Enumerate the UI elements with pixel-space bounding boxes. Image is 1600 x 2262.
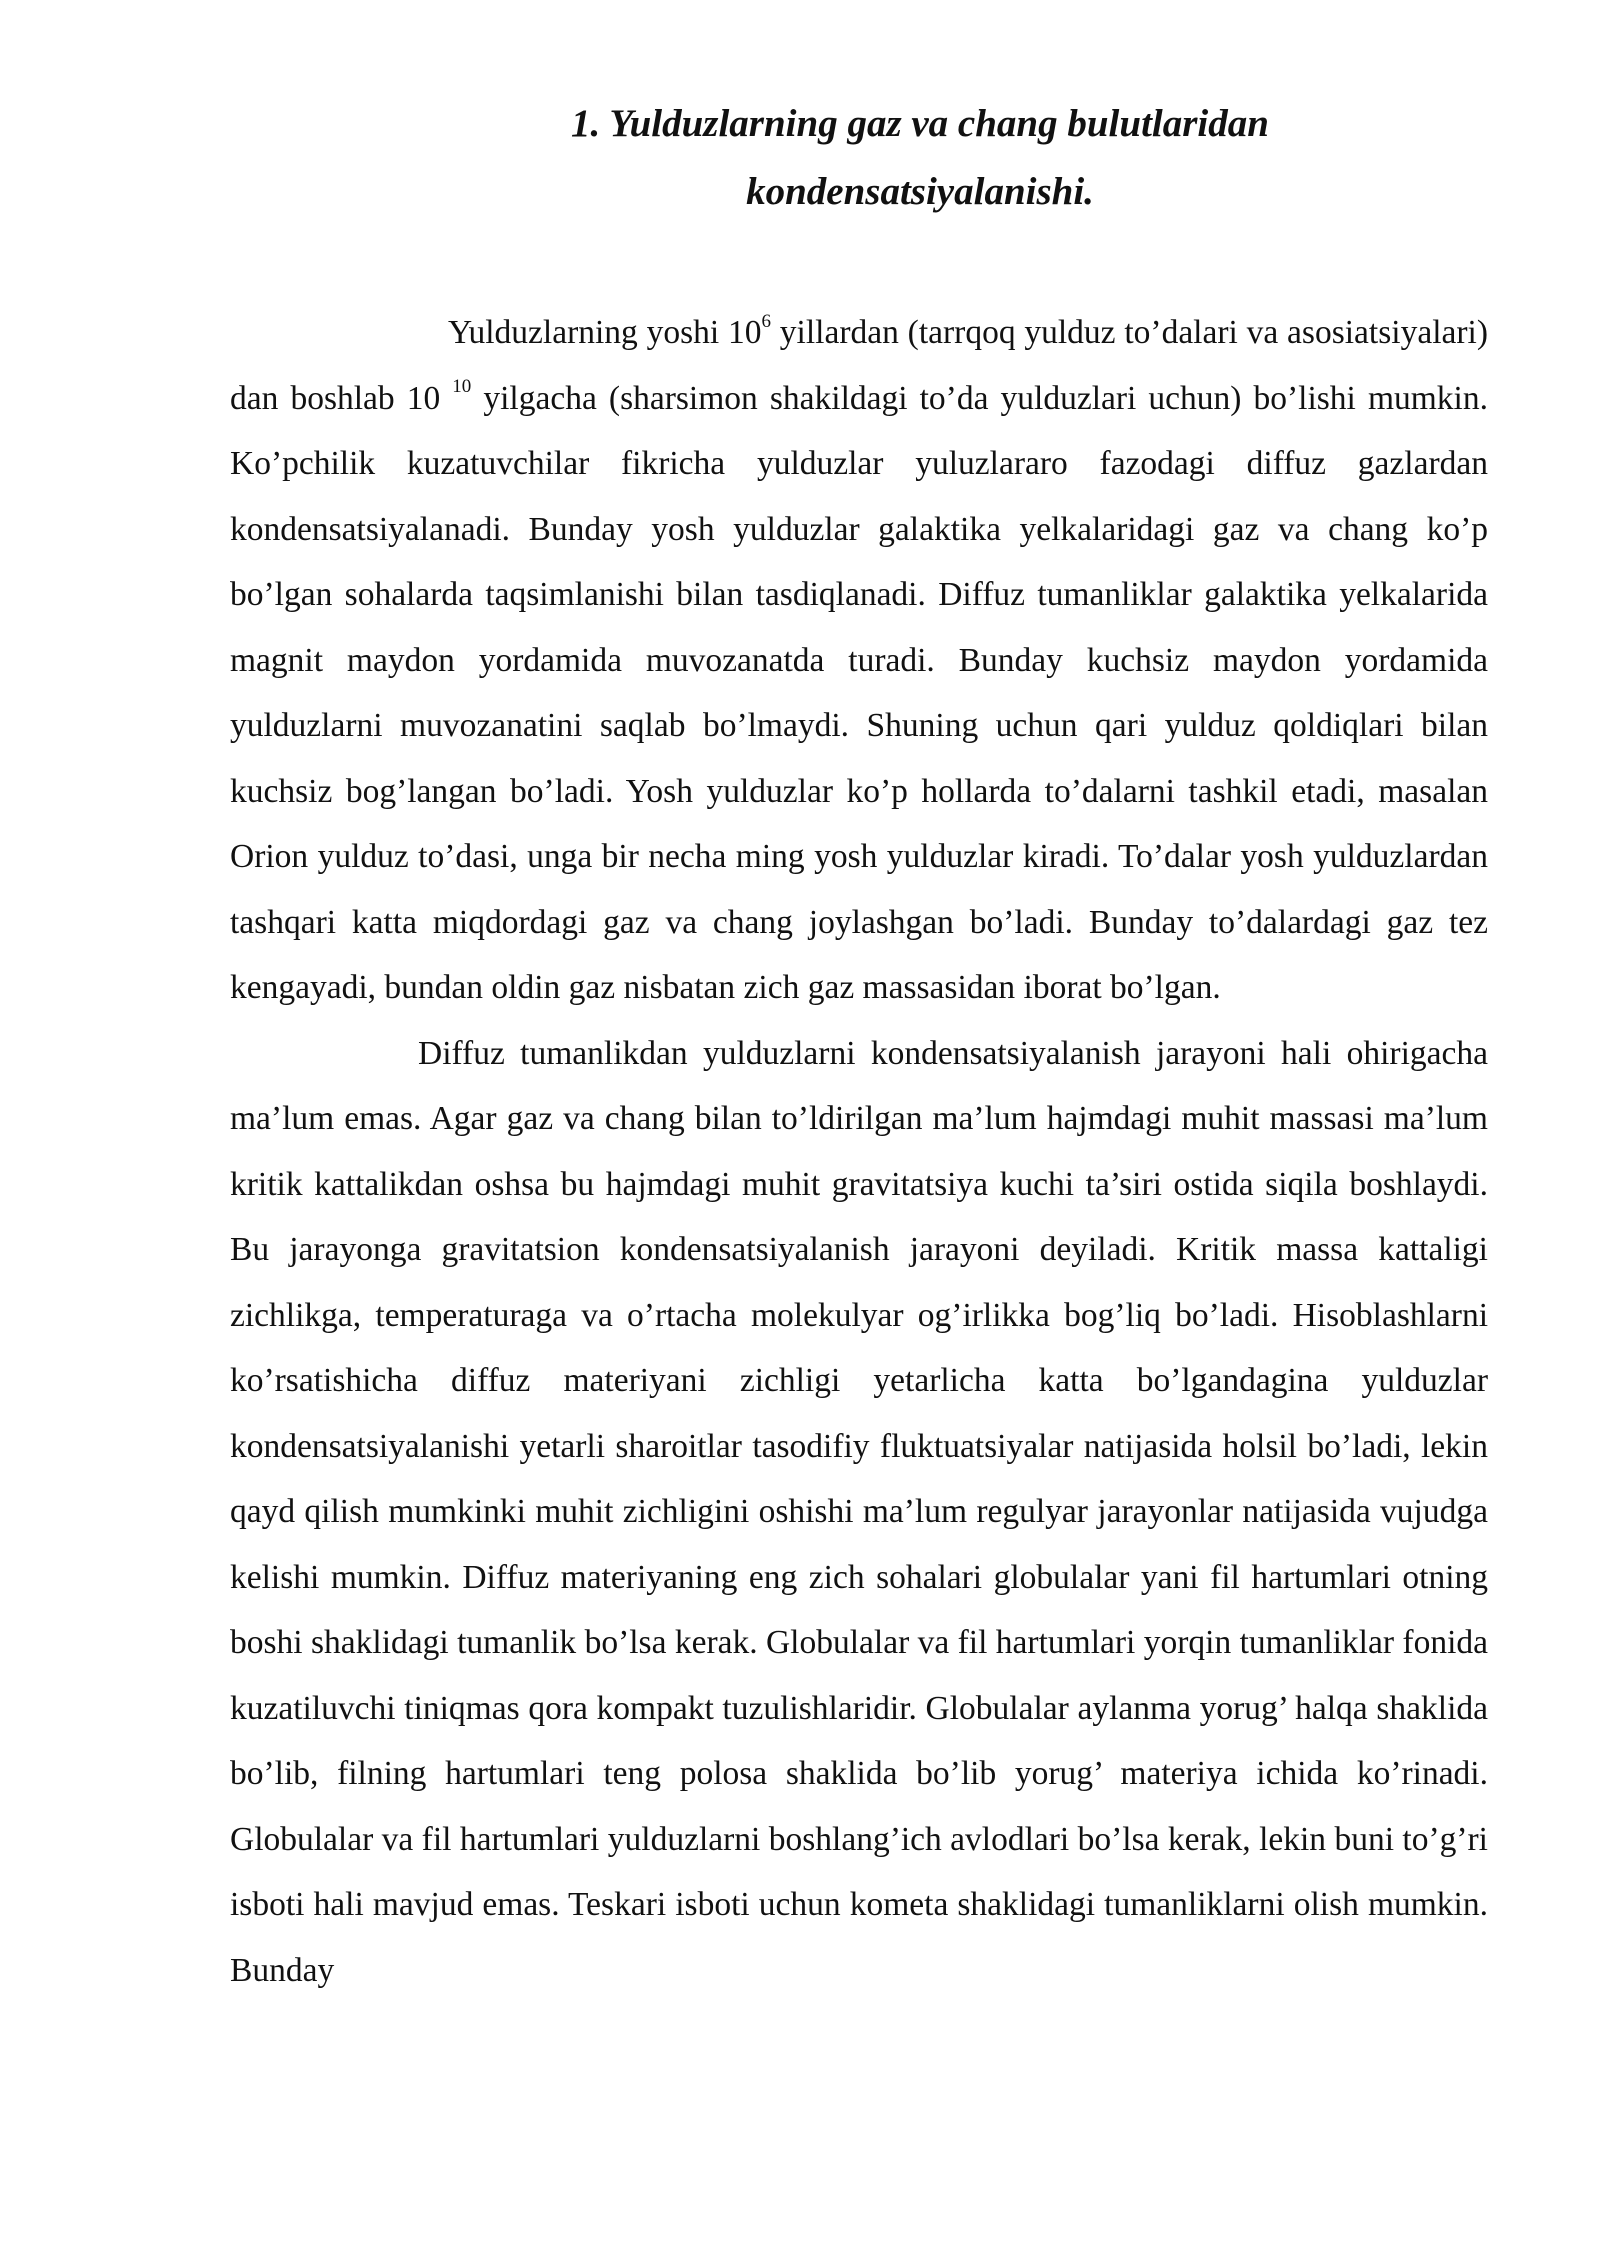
body-text: [230, 300, 1488, 2003]
section-title-line-2: kondensatsiyalanishi.: [746, 170, 1094, 213]
paragraph-1-text-b: yillardan (tarrqoq yulduz to’dalari va asosiatsiyalari) dan boshlab 10: [230, 314, 1488, 417]
section-title-line-1: 1. Yulduzlarning gaz va chang bulutlaridan: [571, 102, 1269, 145]
exponent-6: 6: [761, 310, 771, 332]
paragraph-2: Diffuz tumanlikdan yulduzlarni kondensatsiyalanish jarayoni hali ohirigacha ma’lum emas. Agar gaz va chang bilan to’ldirilgan ma’lum hajmdagi muhit massasi ma’lum kritik kattalikdan oshsa bu hajmdagi muhit gravitatsiya kuchi ta’siri ostida siqila boshlaydi. Bu jarayonga gravitatsion kondensatsiyalanish jarayoni deyiladi. Kritik massa kattaligi zichlikga, temperaturaga va o’rtacha molekulyar og’irlikka bog’liq bo’ladi. Hisoblashlarni ko’rsatishicha diffuz materiyani zichligi yetarlicha katta bo’lgandagina yulduzlar kondensatsiyalanishi yetarli sharoitlar tasodifiy fluktuatsiyalar natijasida holsil bo’ladi, lekin qayd qilish mumkinki muhit zichligini oshishi ma’lum regulyar jarayonlar natijasida vujudga kelishi mumkin. Diffuz materiyaning eng zich sohalari globulalar yani fil hartumlari otning boshi shaklidagi tumanlik bo’lsa kerak. Globulalar va fil hartumlari yorqin tumanliklar fonida kuzatiluvchi tiniqmas qora kompakt tuzulishlaridir. Globulalar aylanma yorug’ halqa shaklida bo’lib, filning hartumlari teng polosa shaklida bo’lib yorug’ materiya ichida ko’rinadi. Globulalar va fil hartumlari yulduzlarni boshlang’ich avlodlari bo’lsa kerak, lekin buni to’g’ri isboti hali mavjud emas. Teskari isboti uchun kometa shaklidagi tumanliklarni olish mumkin. Bunday: [230, 1034, 1488, 1989]
paragraph-1: [230, 300, 1488, 1021]
exponent-10: 10: [452, 376, 472, 398]
paragraph-1-text-a: Yulduzlarning yoshi 10: [448, 314, 762, 351]
section-title: [480, 90, 1360, 226]
paragraph-1-text-c: yilgacha (sharsimon shakildagi to’da yulduzlari uchun) bo’lishi mumkin. Ko’pchilik kuzatuvchilar fikricha yulduzlar yuluzlararo fazodagi diffuz gazlardan kondensatsiyalanadi. Bunday yosh yulduzlar galaktika yelkalaridagi gaz va chang ko’p bo’lgan sohalarda taqsimlanishi bilan tasdiqlanadi. Diffuz tumanliklar galaktika yelkalarida magnit maydon yordamida muvozanatda turadi. Bunday kuchsiz maydon yordamida yulduzlarni muvozanatini saqlab bo’lmaydi. Shuning uchun qari yulduz qoldiqlari bilan kuchsiz bog’langan bo’ladi. Yosh yulduzlar ko’p hollarda to’dalarni tashkil etadi, masalan Orion yulduz to’dasi, unga bir necha ming yosh yulduzlar kiradi. To’dalar yosh yulduzlardan tashqari katta miqdordagi gaz va chang joylashgan bo’ladi. Bunday to’dalardagi gaz tez kengayadi, bundan oldin gaz nisbatan zich gaz massasidan iborat bo’lgan.: [230, 379, 1488, 1006]
